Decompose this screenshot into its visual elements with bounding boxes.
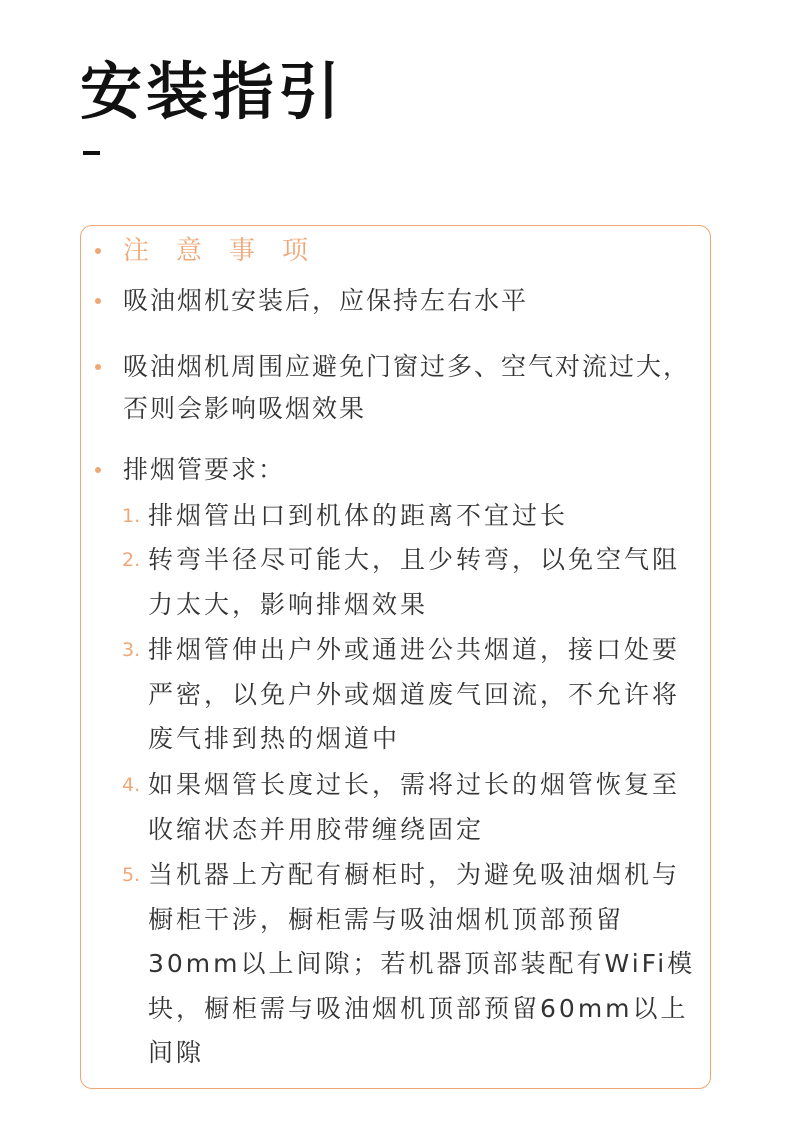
item-text: 转弯半径尽可能大，且少转弯，以免空气阻力太大，影响排烟效果: [148, 545, 681, 619]
bullet-dot-icon: [95, 248, 101, 254]
item-number: 1.: [122, 505, 141, 527]
notice-bullet-text: 吸油烟机安装后，应保持左右水平: [123, 286, 529, 315]
item-number: 4.: [122, 774, 141, 796]
notice-bullet-text: 排烟管要求：: [123, 455, 286, 484]
bullet-dot-icon: [95, 364, 101, 370]
item-number: 5.: [122, 864, 141, 886]
item-text: 当机器上方配有橱柜时，为避免吸油烟机与橱柜干涉，橱柜需与吸油烟机顶部预留30mm以上间隙；若机器顶部装配有WiFi模块，橱柜需与吸油烟机顶部预留60mm以上间隙: [148, 860, 696, 1067]
item-number: 2.: [122, 549, 141, 571]
title-underline-dash: [83, 151, 100, 155]
notice-heading: 注意事项: [123, 236, 336, 266]
page-title: 安装指引: [80, 55, 345, 128]
item-text: 排烟管伸出户外或通进公共烟道，接口处要严密，以免户外或烟道废气回流，不允许将废气排到热的烟道中: [148, 635, 681, 753]
item-number: 3.: [122, 639, 141, 661]
notice-card: [80, 225, 711, 1089]
notice-bullet-text: 吸油烟机周围应避免门窗过多、空气对流过大，否则会影响吸烟效果: [123, 352, 691, 423]
item-text: 排烟管出口到机体的距离不宜过长: [148, 501, 569, 530]
bullet-dot-icon: [95, 467, 101, 473]
bullet-dot-icon: [95, 298, 101, 304]
item-text: 如果烟管长度过长，需将过长的烟管恢复至收缩状态并用胶带缠绕固定: [148, 770, 681, 844]
